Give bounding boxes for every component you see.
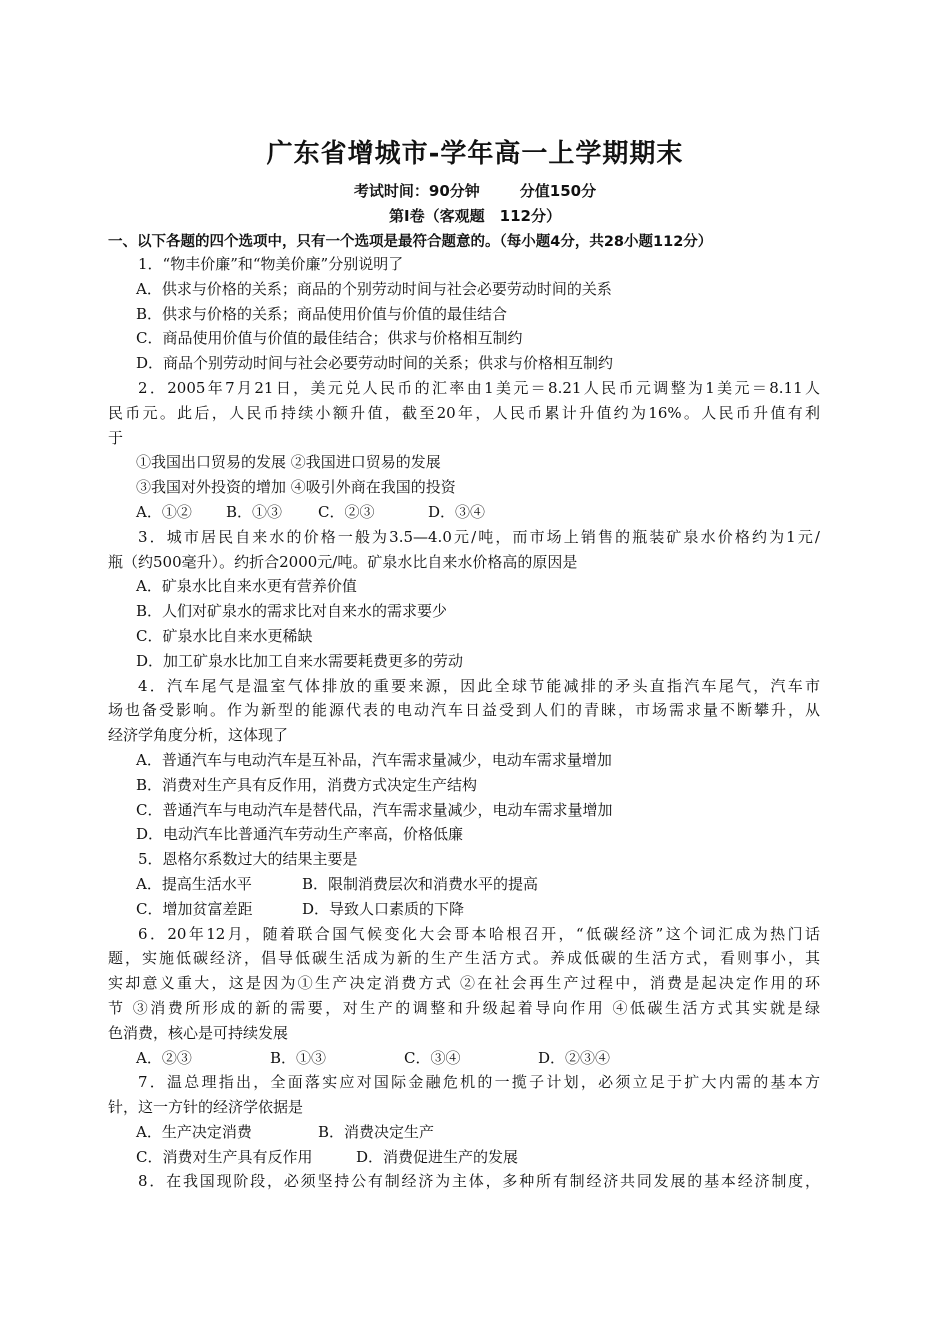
question-1-option-b: B．供求与价格的关系；商品使用价值与价值的最佳结合 — [136, 304, 508, 323]
question-5-stem: 5．恩格尔系数过大的结果主要是 — [138, 850, 358, 869]
question-5-option-a: A．提高生活水平 — [136, 874, 252, 893]
question-5-option-b: B．限制消费层次和消费水平的提高 — [302, 874, 539, 893]
question-1-option-a: A．供求与价格的关系；商品的个别劳动时间与社会必要劳动时间的关系 — [136, 279, 612, 298]
exam-time: 考试时间：90分钟 — [353, 182, 480, 200]
part-title: 第Ⅰ卷（客观题 112分） — [389, 207, 561, 225]
question-7-option-b: B．消费决定生产 — [318, 1122, 435, 1141]
question-4-option-a: A．普通汽车与电动汽车是互补品，汽车需求量减少，电动车需求量增加 — [136, 750, 612, 769]
question-5-option-c: C．增加贫富差距 — [136, 899, 253, 918]
page-title: 广东省增城市-学年高一上学期期末 — [266, 139, 684, 169]
question-1-stem: 1．“物丰价廉”和“物美价廉”分别说明了 — [138, 255, 404, 273]
question-2-statement-3-4: ③我国对外投资的增加 ④吸引外商在我国的投资 — [136, 478, 456, 497]
question-7-option-d: D．消费促进生产的发展 — [356, 1147, 519, 1166]
questions — [108, 252, 820, 1194]
question-6-stem-line4: 节 ③消费所形成的新的需要，对生产的调整和升级起着导向作用 ④低碳生活方式其实就是绿 — [108, 998, 820, 1017]
question-5-option-d: D．导致人口素质的下降 — [302, 899, 465, 918]
question-4-stem-line1: 4．汽车尾气是温室气体排放的重要来源，因此全球节能减排的矛头直指汽车尾气，汽车市 — [138, 676, 820, 695]
question-6-options — [108, 1046, 820, 1071]
exam-score: 分值150分 — [519, 182, 597, 200]
question-2-option-d: D．③④ — [428, 502, 486, 521]
section-instructions: 一、以下各题的四个选项中，只有一个选项是最符合题意的。（每小题4分，共28小题112分） — [108, 234, 713, 250]
question-4-option-d: D．电动汽车比普通汽车劳动生产率高，价格低廉 — [136, 825, 464, 844]
question-4-stem-line2: 场也备受影响。作为新型的能源代表的电动汽车日益受到人们的青睐，市场需求量不断攀升，从 — [108, 701, 820, 720]
question-2-option-c: C．②③ — [318, 502, 375, 521]
question-8-stem-line1: 8．在我国现阶段，必须坚持公有制经济为主体，多种所有制经济共同发展的基本经济制度， — [138, 1172, 820, 1191]
question-2-options — [108, 500, 820, 525]
question-6-option-d: D．②③④ — [538, 1048, 611, 1067]
question-5-options-cd — [108, 897, 820, 922]
question-4-stem-line3: 经济学角度分析，这体现了 — [108, 726, 289, 745]
question-2-option-a: A．①② — [136, 502, 192, 521]
question-7-option-c: C．消费对生产具有反作用 — [136, 1147, 313, 1166]
question-5-options-ab — [108, 872, 820, 897]
question-6-stem-line1: 6．20年12月，随着联合国气候变化大会哥本哈根召开，“低碳经济”这个词汇成为热门话 — [138, 924, 820, 943]
question-6-stem-line5: 色消费，核心是可持续发展 — [108, 1023, 289, 1042]
question-3-stem-line1: 3．城市居民自来水的价格一般为3.5—4.0元/吨，而市场上销售的瓶装矿泉水价格约为1元/ — [138, 527, 820, 546]
question-3-option-b: B．人们对矿泉水的需求比对自来水的需求要少 — [136, 602, 448, 621]
question-6-option-a: A．②③ — [136, 1048, 192, 1067]
question-2-stem-line3: 于 — [108, 428, 124, 447]
question-3-option-c: C．矿泉水比自来水更稀缺 — [136, 626, 313, 645]
question-6-option-c: C．③④ — [404, 1048, 461, 1067]
question-7-options-ab — [108, 1120, 820, 1145]
question-3-option-d: D．加工矿泉水比加工自来水需要耗费更多的劳动 — [136, 651, 464, 670]
question-4-option-c: C．普通汽车与电动汽车是替代品，汽车需求量减少，电动车需求量增加 — [136, 800, 613, 819]
question-2-stem-line2: 民币元。此后，人民币持续小额升值，截至20年，人民币累计升值约为16%。人民币升值有利 — [108, 403, 820, 422]
question-6-option-b: B．①③ — [270, 1048, 327, 1067]
exam-info — [0, 180, 950, 201]
question-1-option-d: D．商品个别劳动时间与社会必要劳动时间的关系；供求与价格相互制约 — [136, 354, 614, 373]
question-3-option-a: A．矿泉水比自来水更有营养价值 — [136, 577, 357, 596]
question-4-option-b: B．消费对生产具有反作用，消费方式决定生产结构 — [136, 775, 478, 794]
question-3-stem-line2: 瓶（约500毫升）。约折合2000元/吨。矿泉水比自来水价格高的原因是 — [108, 552, 578, 571]
question-7-stem-line1: 7．温总理指出，全面落实应对国际金融危机的一揽子计划，必须立足于扩大内需的基本方 — [138, 1073, 820, 1092]
question-6-stem-line3: 实却意义重大，这是因为①生产决定消费方式 ②在社会再生产过程中，消费是起决定作用的环 — [108, 974, 820, 993]
question-2-statement-1-2: ①我国出口贸易的发展 ②我国进口贸易的发展 — [136, 453, 441, 472]
question-2-option-b: B．①③ — [226, 502, 283, 521]
question-7-stem-line2: 针，这一方针的经济学依据是 — [108, 1098, 304, 1117]
question-7-options-cd — [108, 1145, 820, 1170]
question-6-stem-line2: 题，实施低碳经济，倡导低碳生活成为新的生产生活方式。养成低碳的生活方式，看则事小，其 — [108, 949, 820, 968]
question-7-option-a: A．生产决定消费 — [136, 1122, 252, 1141]
question-2-stem-line1: 2．2005年7月21日，美元兑人民币的汇率由1美元＝8.21人民币元调整为1美元＝8.11人 — [138, 378, 820, 397]
question-1-option-c: C．商品使用价值与价值的最佳结合；供求与价格相互制约 — [136, 329, 523, 348]
